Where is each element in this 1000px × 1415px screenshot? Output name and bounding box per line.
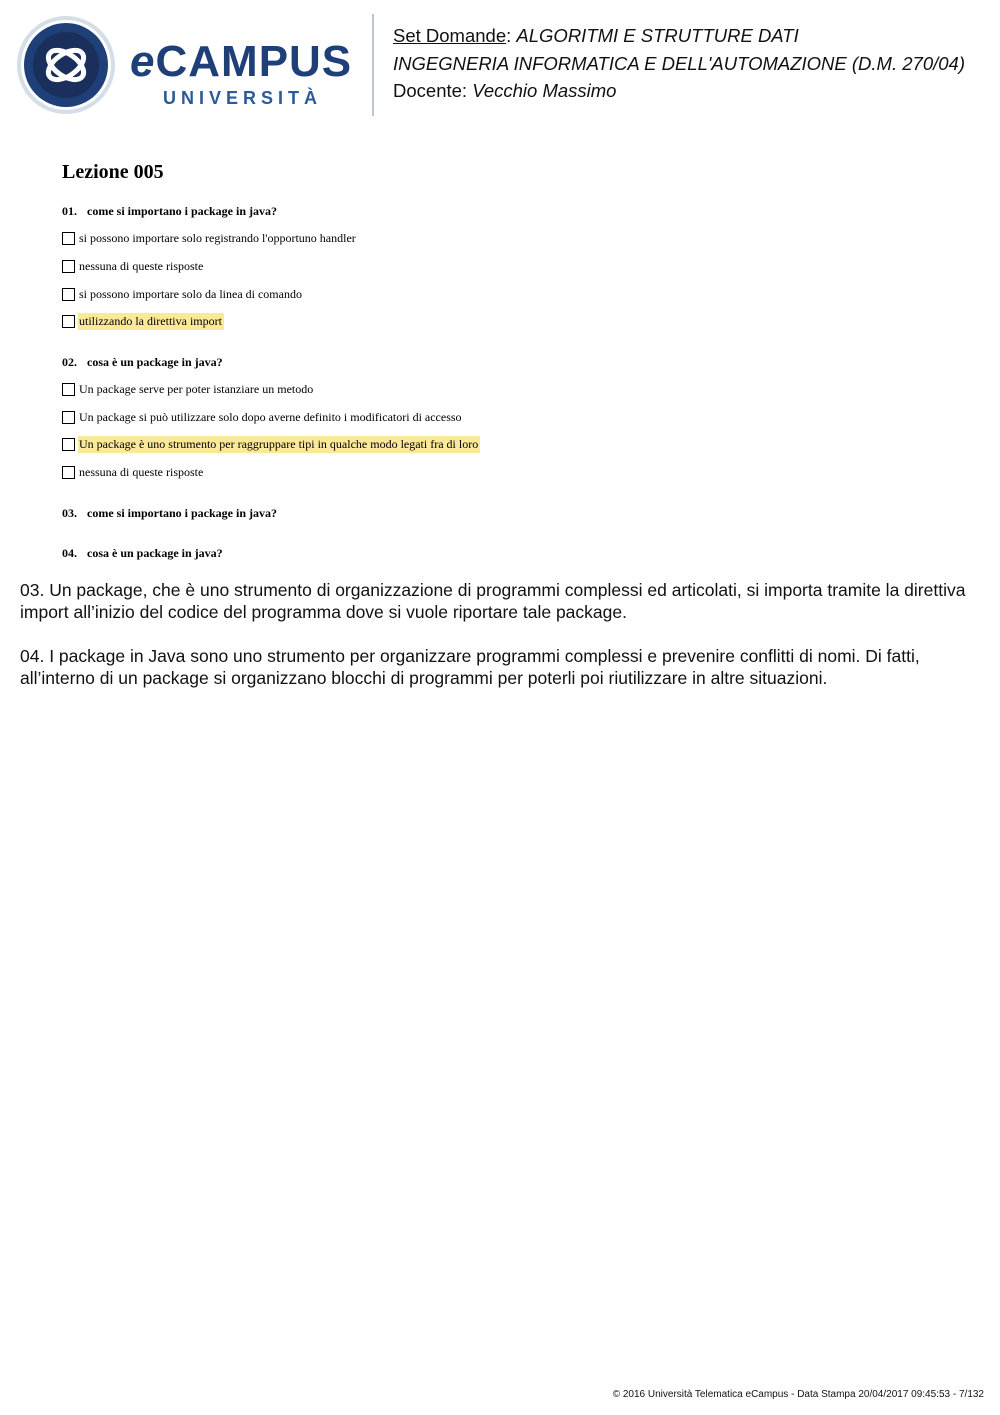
logo-campus: CAMPUS (155, 37, 353, 86)
lesson-title: Lezione 005 (62, 161, 164, 183)
option-checkbox[interactable] (62, 383, 75, 396)
page-header (0, 0, 1000, 130)
question-text: come si importano i package in java? (87, 506, 277, 520)
option-checkbox[interactable] (62, 232, 75, 245)
option-text: si possono importare solo registrando l'opportuno handler (79, 231, 356, 245)
question-number: 03. (62, 506, 77, 520)
ecampus-seal-logo (16, 15, 116, 115)
option-row[interactable] (62, 381, 315, 398)
option-text: nessuna di queste risposte (79, 465, 204, 479)
course-name: INGEGNERIA INFORMATICA E DELL'AUTOMAZIONE (D.M. 270/04) (393, 52, 965, 74)
logo-e: e (130, 37, 156, 86)
set-line: Set Domande: ALGORITMI E STRUTTURE DATI (393, 25, 799, 46)
question-03 (62, 506, 277, 521)
question-text: come si importano i package in java? (87, 204, 277, 218)
option-checkbox[interactable] (62, 260, 75, 273)
set-label: Set Domande (393, 25, 507, 46)
option-row[interactable] (62, 464, 205, 481)
option-row-correct[interactable] (62, 436, 480, 453)
page-footer: © 2016 Università Telematica eCampus - Data Stampa 20/04/2017 09:45:53 - 7/132 (612, 1389, 984, 1400)
option-text-highlighted: utilizzando la direttiva import (79, 314, 222, 328)
option-checkbox[interactable] (62, 288, 75, 301)
question-number: 04. (62, 546, 77, 560)
logo-universita: UNIVERSITÀ (163, 88, 323, 108)
option-row[interactable] (62, 409, 464, 426)
teacher-label: Docente (393, 80, 462, 101)
header-divider (372, 14, 374, 116)
question-01 (62, 204, 277, 219)
option-row-correct[interactable] (62, 313, 224, 330)
option-checkbox[interactable] (62, 438, 75, 451)
option-checkbox[interactable] (62, 411, 75, 424)
option-row[interactable] (62, 230, 358, 247)
option-checkbox[interactable] (62, 315, 75, 328)
teacher-name: Vecchio Massimo (472, 80, 617, 101)
option-text: Un package serve per poter istanziare un metodo (79, 382, 314, 396)
option-text: si possono importare solo da linea di comando (79, 287, 302, 301)
question-number: 02. (62, 355, 77, 369)
question-04 (62, 546, 223, 561)
teacher-line: Docente: Vecchio Massimo (393, 80, 617, 101)
header-info (393, 22, 965, 105)
question-text: cosa è un package in java? (87, 355, 223, 369)
ecampus-logo-wordmark (130, 37, 353, 86)
option-checkbox[interactable] (62, 466, 75, 479)
question-text: cosa è un package in java? (87, 546, 223, 560)
set-title: ALGORITMI E STRUTTURE DATI (516, 25, 799, 46)
option-row[interactable] (62, 258, 205, 275)
question-02 (62, 355, 223, 370)
option-text: nessuna di queste risposte (79, 259, 204, 273)
answer-03: 03. Un package, che è uno strumento di organizzazione di programmi complessi ed articolati, si importa tramite la direttiva import all’inizio del codice del programma dove si vuole riportare tale package. (20, 580, 966, 622)
question-number: 01. (62, 204, 77, 218)
option-row[interactable] (62, 286, 304, 303)
option-text-highlighted: Un package è uno strumento per raggruppare tipi in qualche modo legati fra di loro (79, 437, 479, 451)
course-line (393, 50, 965, 78)
option-text: Un package si può utilizzare solo dopo averne definito i modificatori di accesso (79, 410, 462, 424)
answer-04: 04. I package in Java sono uno strumento per organizzare programmi complessi e prevenire conflitti di nomi. Di fatti, all’interno di un package si organizzano blocchi di programmi per poterli poi riutilizzare in altre situazioni. (20, 646, 920, 688)
